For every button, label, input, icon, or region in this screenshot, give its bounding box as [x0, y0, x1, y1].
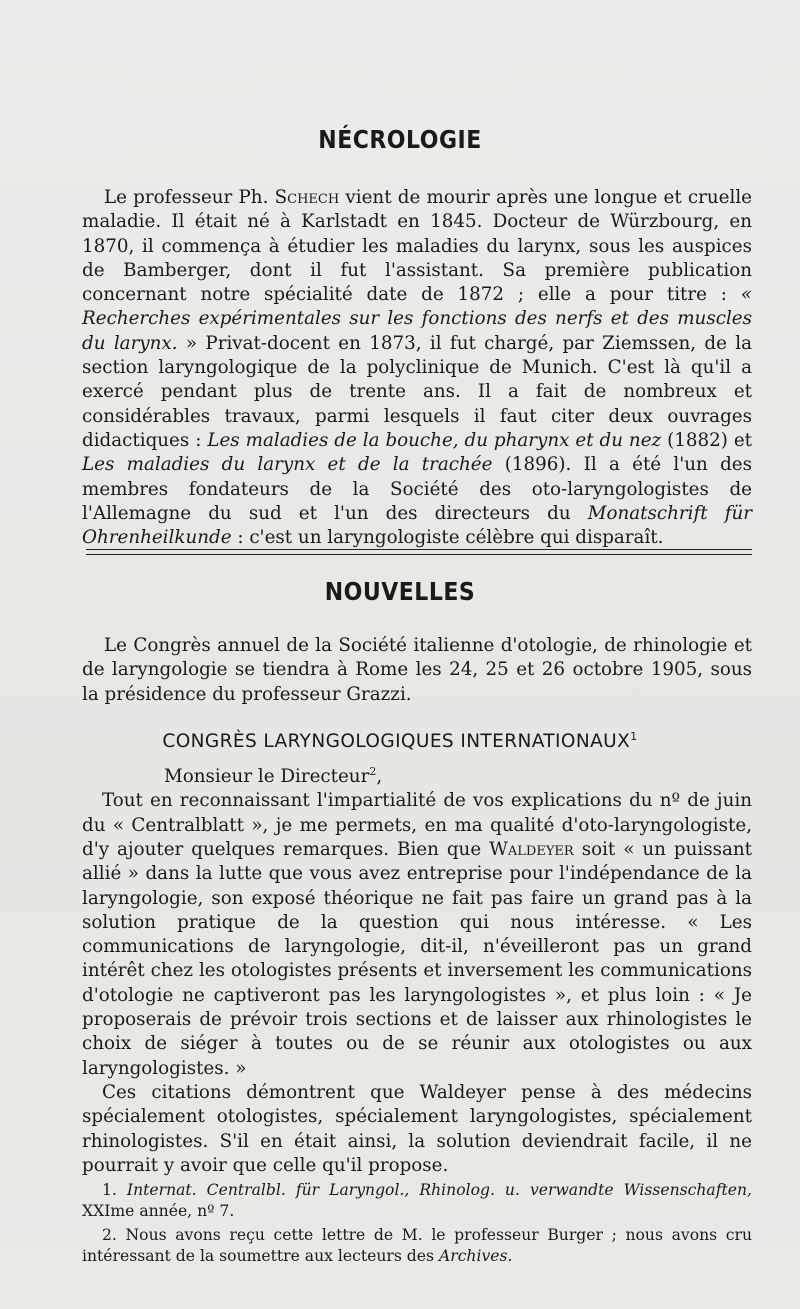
- necrologie-journal: Monatschrift für Ohrenheilkunde: [82, 502, 752, 549]
- letter-salutation: Monsieur le Directeur$^2$,: [164, 765, 383, 788]
- congres-heading-text: CONGRÈS LARYNGOLOGIQUES INTERNATIONAUX: [162, 731, 631, 753]
- section-rule-top: [86, 549, 752, 550]
- necrologie-text-2: vient de mourir après une longue et cruelle maladie. Il était né à Karlstadt en 1845. Docteur de Würzbourg, en 1870, il commença à étudier les maladies du larynx, sous les auspices de Bamberger, dont il fut l'assistant. Sa première publication concernant notre spécialité date de 1872 ; elle a pour titre :: [82, 187, 753, 306]
- footnote-2-archives: Archives.: [438, 1246, 513, 1265]
- necrologie-name-schech: Schech: [274, 187, 340, 208]
- footnote-2-text: Nous avons reçu cette lettre de M. le professeur Burger ; nous avons cru intéressant de la soumettre aux lecteurs des: [82, 1226, 752, 1265]
- necrologie-book-1: Les maladies de la bouche, du pharynx et du nez: [207, 429, 662, 451]
- letter-paragraph-1: [82, 789, 752, 1081]
- necrologie-title: NÉCROLOGIE: [318, 126, 482, 155]
- salutation-text: Monsieur le Directeur: [164, 766, 370, 788]
- footnote-1-issue: XXIme année, nº 7.: [82, 1201, 235, 1220]
- footnote-1-num: 1.: [102, 1181, 117, 1199]
- necrologie-text-5: (1896). Il a été l'un des membres fondateurs de la Société des oto-laryngologistes de l'Allemagne du sud et l'un des directeurs du: [82, 454, 752, 524]
- nouvelles-paragraph: [82, 634, 752, 707]
- footnote-ref-1: 1: [630, 730, 638, 743]
- necrologie-book-2: Les maladies du larynx et de la trachée: [82, 454, 493, 476]
- footnote-1: [82, 1180, 752, 1221]
- letter-paragraph-2: Ces citations démontrent que Waldeyer pense à des médecins spécialement otologistes, spécialement laryngologistes, spécialement rhinologistes. S'il en était ainsi, la solution deviendrait facile, il ne pourrait y avoir que celle qu'il propose.: [82, 1081, 752, 1176]
- necrologie-title-recherches: « Recherches expérimentales sur les fonctions des nerfs et des muscles du larynx.: [82, 284, 752, 354]
- footnote-1-source: Internat. Centralbl. für Laryngol., Rhinolog. u. verwandte Wissenschaften,: [126, 1181, 752, 1199]
- necrologie-paragraph: [82, 186, 752, 550]
- necrologie-text-4: (1882) et: [667, 429, 753, 451]
- footnotes: [82, 1180, 752, 1266]
- necrologie-text-1: Le professeur Ph.: [104, 187, 269, 208]
- name-waldeyer: Waldeyer: [489, 838, 574, 860]
- letter-text-1: Tout en reconnaissant l'impartialité de vos explications du nº de juin du « Centralblatt », je me permets, en ma qualité d'oto-laryngologiste, d'y ajouter quelques remarques. Bien que: [82, 790, 752, 860]
- footnote-2: [82, 1225, 752, 1266]
- congres-heading: [0, 730, 800, 752]
- section-rule-bottom: [86, 554, 752, 555]
- necrologie-text-6: : c'est un laryngologiste célèbre qui disparaît.: [237, 527, 664, 549]
- footnote-ref-2: 2: [369, 765, 377, 778]
- letter-body: [82, 760, 752, 1178]
- nouvelles-title: NOUVELLES: [324, 578, 476, 607]
- nouvelles-text: Le Congrès annuel de la Société italienne d'otologie, de rhinologie et de laryngologie se tiendra à Rome les 24, 25 et 26 octobre 1905, sous la présidence du professeur Grazzi.: [82, 635, 752, 705]
- footnote-2-num: 2.: [102, 1226, 117, 1244]
- necrologie-text-3: » Privat-docent en 1873, il fut chargé, par Ziemssen, de la section laryngologique de la polyclinique de Munich. C'est là qu'il a exercé pendant plus de trente ans. Il a fait de nombreux et considérables travaux, parmi lesquels il faut citer deux ouvrages didactiques :: [82, 332, 752, 451]
- letter-text-2: soit « un puissant allié » dans la lutte que vous avez entreprise pour l'indépendance de la laryngologie, son exposé théorique ne fait pas faire un grand pas à la solution pratique de la question qui nous intéresse. « Les communications de laryngologie, dit-il, n'éveilleront pas un grand intérêt chez les otologistes présents et inversement les communications d'otologie ne captiveront pas les laryngologistes », et plus loin : « Je proposerais de prévoir trois sections et de laisser aux rhinologistes le choix de siéger à toutes ou de se réunir aux otologistes ou aux laryngologistes. »: [82, 838, 753, 1079]
